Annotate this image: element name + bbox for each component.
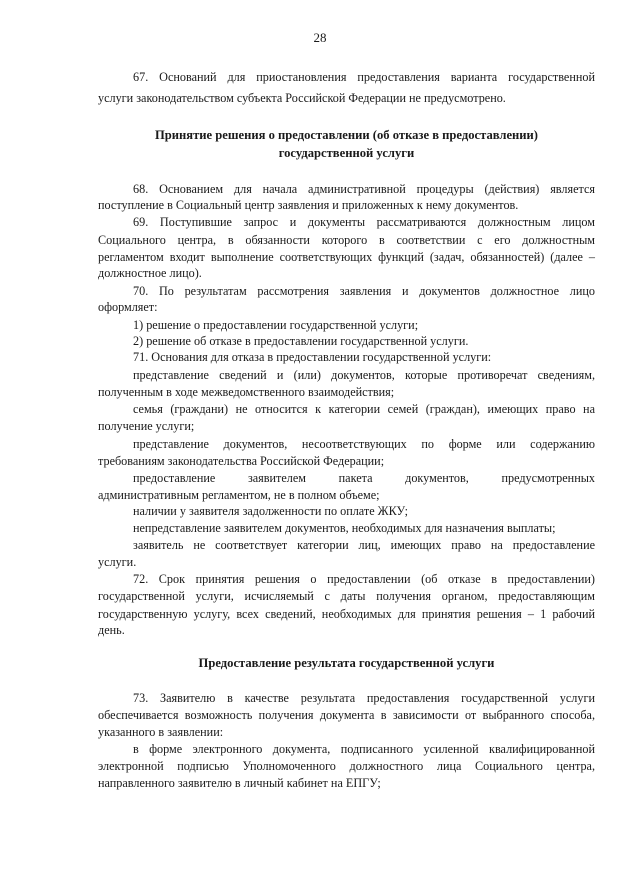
text-line: регламентом входит выполнение соответствующих функций (задач, обязанностей) (далее – xyxy=(98,250,595,264)
text-line: 73. Заявителю в качестве результата предоставления государственной услуги xyxy=(133,691,595,705)
text-line: непредставление заявителем документов, необходимых для назначения выплаты; xyxy=(133,521,556,535)
section-heading: государственной услуги xyxy=(278,146,415,160)
text-line: предоставление заявителем пакета документов, предусмотренных xyxy=(133,471,595,485)
text-line: представление сведений и (или) документов, которые противоречат сведениям, xyxy=(133,368,595,382)
text-line: направленного заявителю в личный кабинет на ЕПГУ; xyxy=(98,776,381,790)
text-line: день. xyxy=(98,623,125,637)
text-line: 71. Основания для отказа в предоставлении государственной услуги: xyxy=(133,350,492,364)
text-line: заявитель не соответствует категории лиц, имеющих право на предоставление xyxy=(133,538,595,552)
text-line: 70. По результатам рассмотрения заявления и документов должностное лицо xyxy=(133,284,595,298)
text-line: должностное лицо). xyxy=(98,266,202,280)
text-line: оформляет: xyxy=(98,300,158,314)
text-line: обеспечивается возможность получения документа в зависимости от выбранного способа, xyxy=(98,708,595,722)
text-line: наличии у заявителя задолженности по оплате ЖКУ; xyxy=(133,504,409,518)
text-line: услуги законодательством субъекта Российской Федерации не предусмотрено. xyxy=(98,91,506,105)
text-line: 69. Поступившие запрос и документы рассматриваются должностным лицом xyxy=(133,215,595,229)
text-line: семья (граждани) не относится к категории семей (граждан), имеющих право на xyxy=(133,402,595,416)
text-line: поступление в Социальный центр заявления и приложенных к нему документов. xyxy=(98,198,519,212)
section-heading: Принятие решения о предоставлении (об отказе в предоставлении) xyxy=(154,128,539,142)
text-line: Социального центра, в обязанности которого в соответствии с его должностным xyxy=(98,233,595,247)
text-line: услуги. xyxy=(98,555,137,569)
text-line: указанного в заявлении: xyxy=(98,725,224,739)
text-line: представление документов, несоответствующих по форме или содержанию xyxy=(133,437,595,451)
page-number: 28 xyxy=(313,30,327,45)
text-line: государственной услуги, исчисляемый с даты получения органом, предоставляющим xyxy=(98,589,595,603)
text-line: в форме электронного документа, подписанного усиленной квалифицированной xyxy=(133,742,595,756)
text-line: государственную услугу, всех сведений, необходимых для принятия решения – 1 рабочий xyxy=(98,607,595,621)
text-line: административным регламентом, не в полном объеме; xyxy=(98,488,380,502)
text-line: 72. Срок принятия решения о предоставлении (об отказе в предоставлении) xyxy=(133,572,595,586)
text-line: электронной подписью Уполномоченного должностного лица Социального центра, xyxy=(98,759,595,773)
text-line: 67. Оснований для приостановления предоставления варианта государственной xyxy=(133,70,595,84)
text-line: полученным в ходе межведомственного взаимодействия; xyxy=(98,385,395,399)
text-line: 2) решение об отказе в предоставлении государственной услуги. xyxy=(133,334,469,348)
text-line: требованиям законодательства Российской Федерации; xyxy=(98,454,385,468)
text-line: 1) решение о предоставлении государственной услуги; xyxy=(133,318,419,332)
text-line: 68. Основанием для начала административной процедуры (действия) является xyxy=(133,182,595,196)
text-line: получение услуги; xyxy=(98,419,195,433)
section-heading: Предоставление результата государственной услуги xyxy=(198,656,495,670)
